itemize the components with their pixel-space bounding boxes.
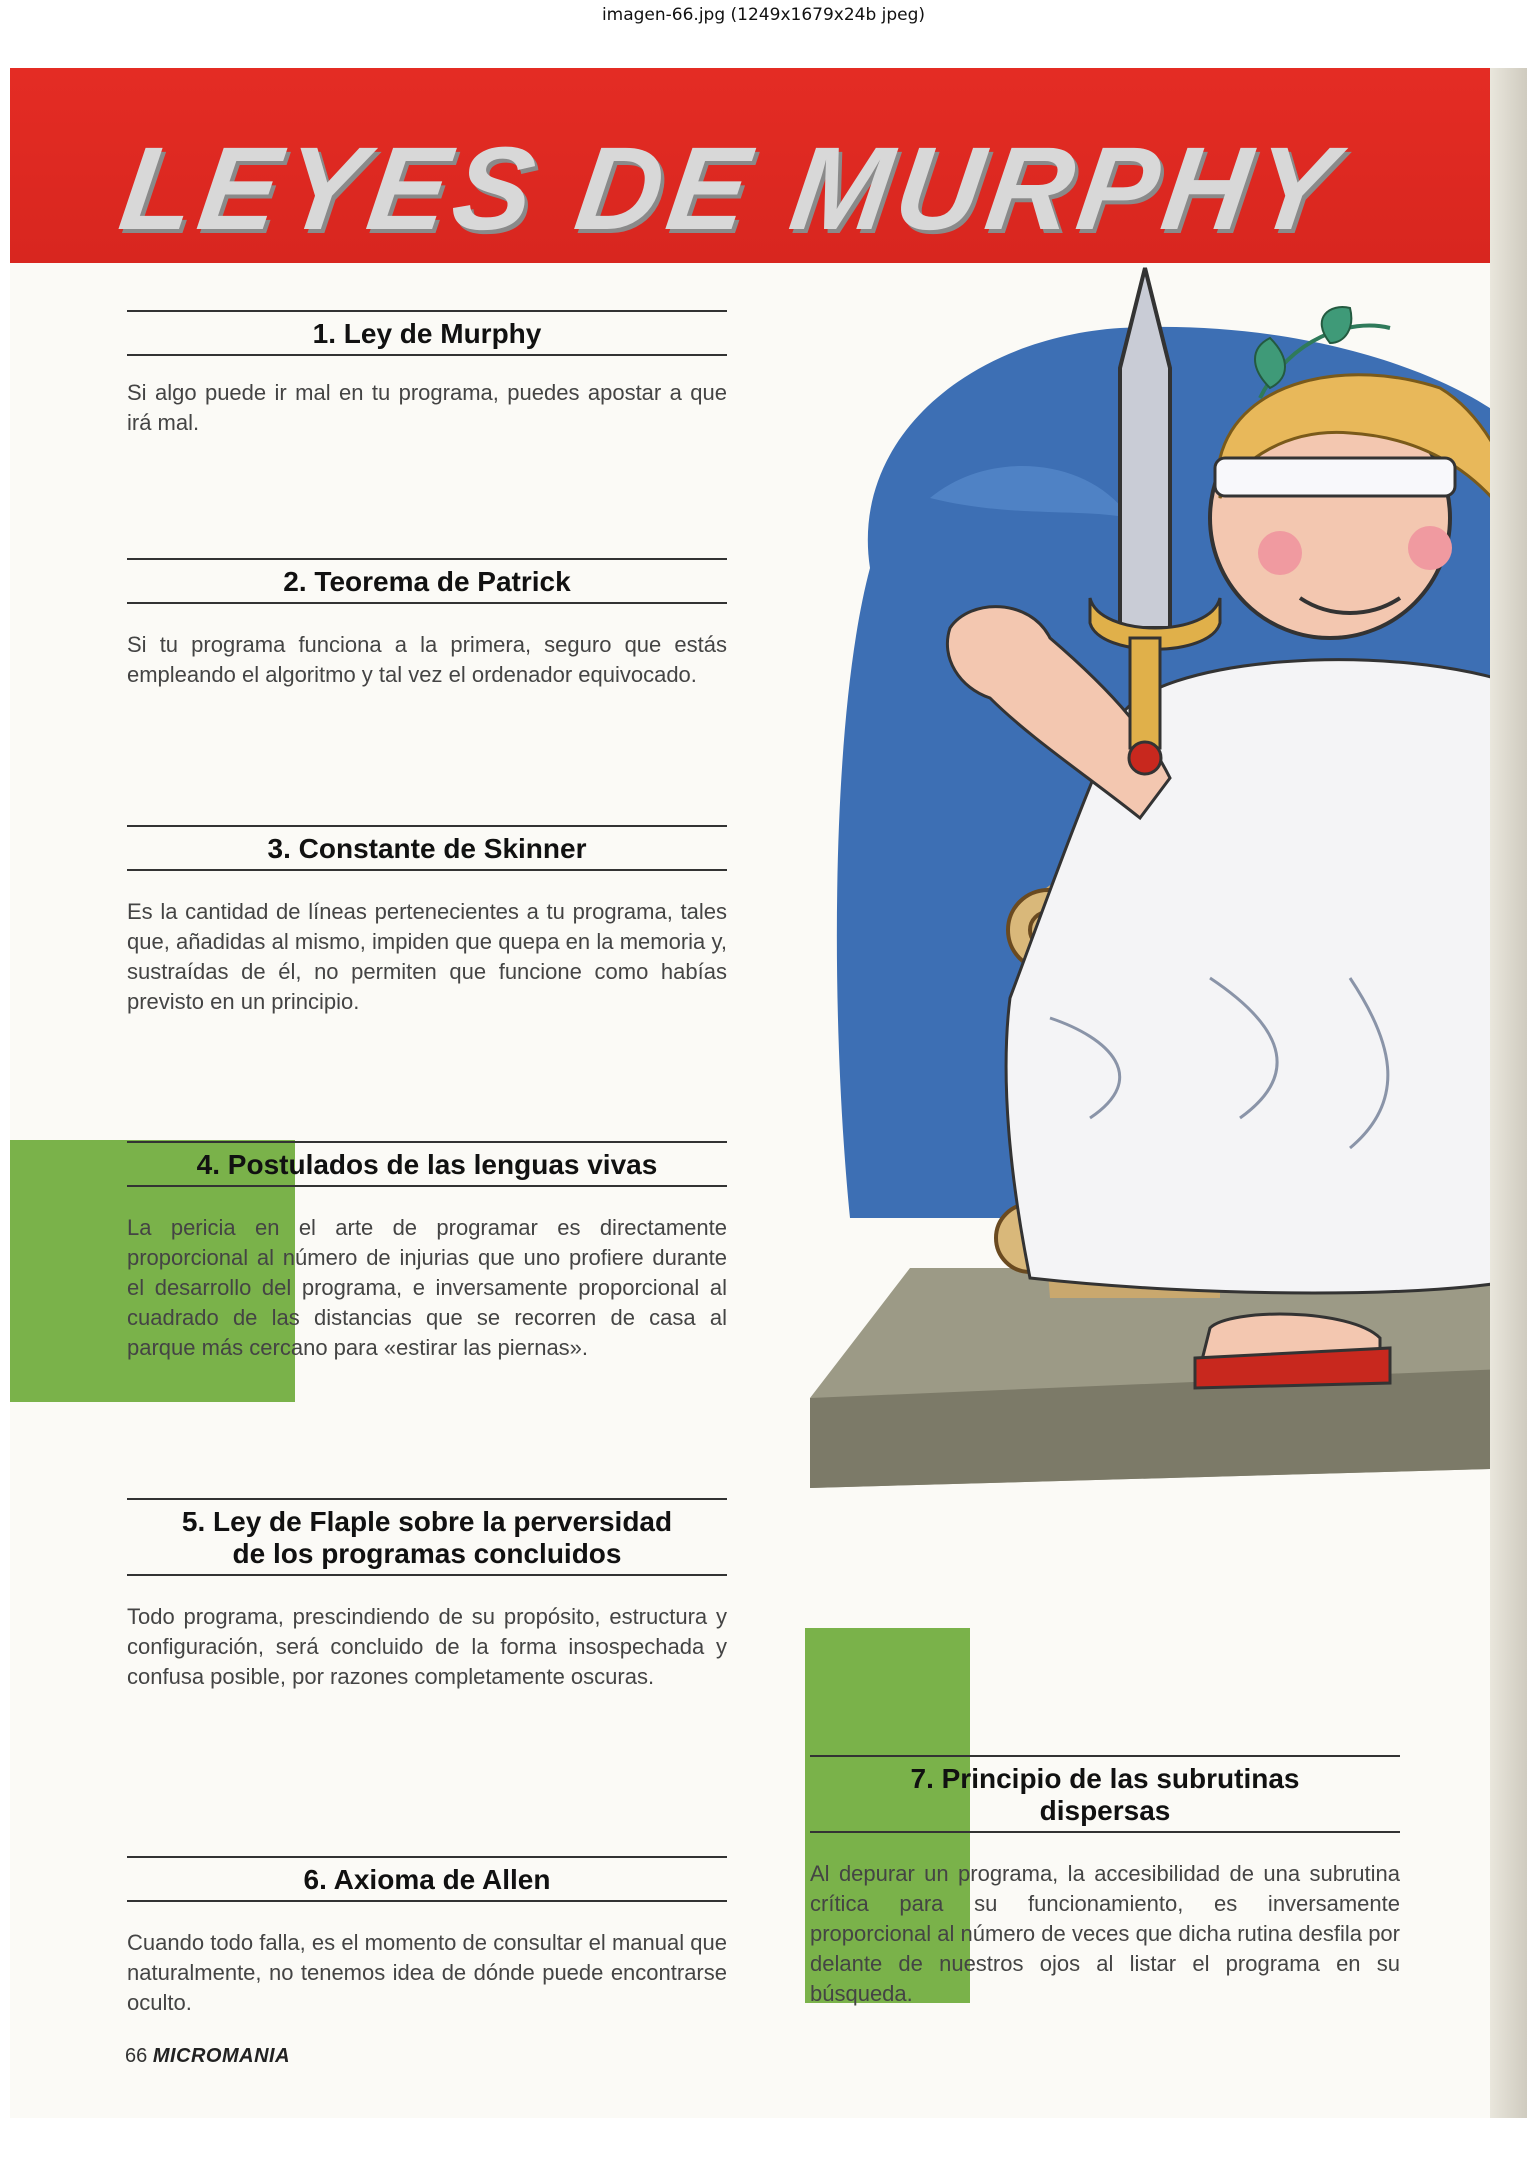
law-6-heading: 6. Axioma de Allen [303,1864,551,1895]
law-1 [127,310,727,438]
law-2-text: Si tu programa funciona a la primera, seguro que estás empleando el algoritmo y tal vez el ordenador equivocado. [127,632,727,687]
law-3 [127,825,727,1017]
page-number: 66 [125,2045,148,2067]
heading-rule-bottom [127,1574,727,1576]
law-2 [127,558,727,690]
law-4 [127,1141,727,1363]
law-4-heading: 4. Postulados de las lenguas vivas [196,1149,658,1180]
law-3-text: Es la cantidad de líneas pertenecientes a tu programa, tales que, añadidas al mismo, impiden que quepa en la memoria y, sustraídas de él, no permiten que funcione como habías previsto en un principio. [127,899,727,1014]
heading-rule-bottom [127,354,727,356]
page-footer [125,2045,290,2068]
page-edge-shadow [1490,68,1527,2118]
law-6 [127,1856,727,2018]
page-title: LEYES DE MURPHY [112,123,1350,255]
heading-rule-bottom [810,1831,1400,1833]
image-caption: imagen-66.jpg (1249x1679x24b jpeg) [601,5,926,25]
law-7 [810,1755,1400,2009]
law-7-text: Al depurar un programa, la accesibilidad de una subrutina crítica para su funcionamiento, es inversamente proporcional al número de veces que dicha rutina desfila por delante de nuestros ojos al listar el programa en su búsqueda. [810,1861,1400,2006]
law-2-heading: 2. Teorema de Patrick [283,566,571,597]
law-3-heading: 3. Constante de Skinner [267,833,587,864]
law-5-text: Todo programa, prescindiendo de su propósito, estructura y configuración, será concluido de la forma insospechada y confusa posible, por razones completamente oscuras. [127,1604,727,1689]
law-7-heading: 7. Principio de las subrutinas dispersas [910,1763,1300,1826]
law-6-text: Cuando todo falla, es el momento de consultar el manual que naturalmente, no tenemos idea de dónde puede encontrarse oculto. [127,1930,727,2015]
law-4-text: La pericia en el arte de programar es directamente proporcional al número de injurias que uno profiere durante el desarrollo del programa, e inversamente proporcional al cuadrado de las distancias que se recorren de casa al parque más cercano para «estirar las piernas». [127,1215,727,1360]
law-1-heading: 1. Ley de Murphy [312,318,542,349]
heading-rule-bottom [127,1185,727,1187]
heading-rule-bottom [127,869,727,871]
heading-rule-bottom [127,602,727,604]
law-5-heading: 5. Ley de Flaple sobre la perversidad de los programas concluidos [181,1506,673,1569]
law-5 [127,1498,727,1692]
law-1-text: Si algo puede ir mal en tu programa, puedes apostar a que irá mal. [127,380,727,435]
magazine-name: MICROMANIA [152,2045,291,2067]
justice-illustration [790,218,1527,1668]
magazine-page [10,68,1527,2118]
heading-rule-bottom [127,1900,727,1902]
